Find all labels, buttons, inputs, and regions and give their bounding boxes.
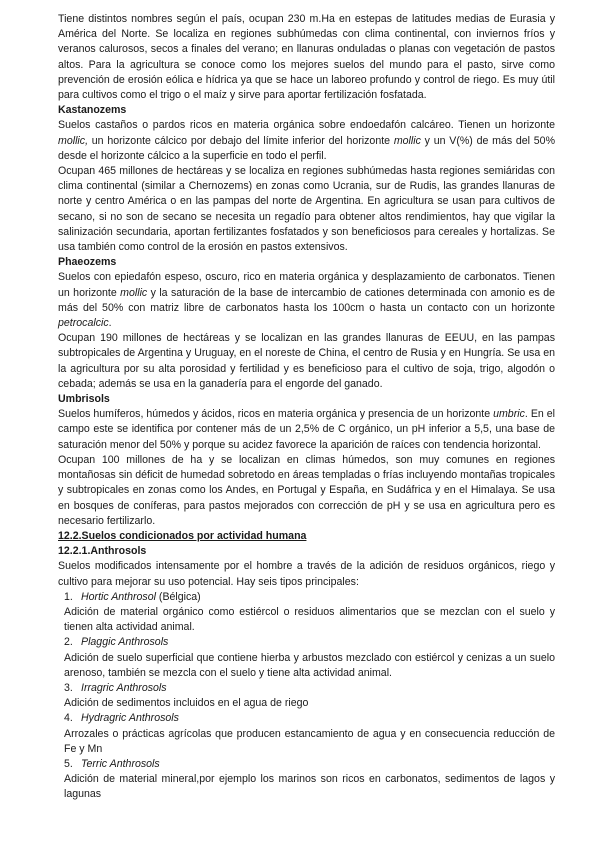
list-item: 5. Terric Anthrosols Adición de material mineral,por ejemplo los marinos son ricos en carbonatos, sedimentos de lagos y lagunas xyxy=(64,757,555,801)
anthrosols-intro: Suelos modificados intensamente por el hombre a través de la adición de residuos orgánicos, riego y cultivo para mejorar su uso potencial. Hay seis tipos principales: xyxy=(58,560,555,588)
umbrisols-paragraph-1: Suelos humíferos, húmedos y ácidos, ricos en materia orgánica y presencia de un horizonte umbric. En el campo este se identifica por contener más de un 2,5% de C orgánico, un pH inferior a 5,5, una base de saturación menor del 50% y porque su acidez favorece la aparición de raíces con tendencia horizontal. xyxy=(58,408,555,451)
list-item: 3. Irragric Anthrosols Adición de sedimentos incluidos en el agua de riego xyxy=(64,681,309,710)
heading-kastanozems: Kastanozems xyxy=(58,104,127,117)
anthrosols-list xyxy=(58,590,555,803)
heading-phaeozems: Phaeozems xyxy=(58,256,117,269)
kastanozems-paragraph-1: Suelos castaños o pardos ricos en materia orgánica sobre endoedafón calcáreo. Tienen un horizonte mollic, un horizonte cálcico por debajo del límite inferior del horizonte mollic y un V(%) de más del 50% desde el horizonte cálcico a la superficie en todo el perfil. xyxy=(58,119,555,162)
kastanozems-paragraph-2: Ocupan 465 millones de hectáreas y se localiza en regiones subhúmedas hasta regiones semiáridas con clima continental (similar a Chernozems) en zonas como Ucrania, sur de Rudis, las grandes llanuras de norte y centro América o en las pampas del norte de Argentina. En agricultura se usan para cultivos de secano, si no son de secano se necesita un regadío para obtener altos rendimientos, hay que vigilar la salinización secundaria, aportan fertilizantes fosfatados y son beneficiosos para cereales y hortalizas. Se usa también como control de la erosión en pastos extensivos. xyxy=(58,165,555,254)
section-heading: 12.2.Suelos condicionados por actividad humana xyxy=(58,529,307,542)
intro-paragraph: Tiene distintos nombres según el país, ocupan 230 m.Ha en estepas de latitudes medias de Eurasia y América del Norte. Se localiza en regiones subhúmedas con clima continental, con inviernos fríos y veranos calurosos, secos a finales del verano; en llanuras onduladas o planas con vegetación de pastos altos. Para la agricultura se conoce como los mejores suelos del mundo para el pasto, sirve como prevención de erosión eólica e hídrica ya que se hace un laboreo profundo y control de riego. Es muy útil para cultivos como el trigo o el maíz y sirve para aportar fertilización fosfatada. xyxy=(58,13,555,102)
document-page xyxy=(58,12,555,803)
list-item: 1. Hortic Anthrosol (Bélgica) Adición de material orgánico como estiércol o residuos alimentarios que se mezclan con el suelo y tienen alta actividad animal. xyxy=(64,590,555,634)
list-item: 4. Hydragric Anthrosols Arrozales o prácticas agrícolas que producen estancamiento de agua y en consecuencia reducción de Fe y Mn xyxy=(64,712,555,755)
heading-umbrisols: Umbrisols xyxy=(58,393,110,406)
phaeozems-paragraph-2: Ocupan 190 millones de hectáreas y se localizan en las grandes llanuras de EEUU, en las pampas subtropicales de Argentina y Uruguay, en el noreste de China, el centro de Rusia y en Hungría. Se usa en la agricultura por su alta porosidad y fertilidad y es beneficioso para el cultivo de soja, trigo, algodón o cebada; además se usa en la ganadería para el engorde del ganado. xyxy=(58,332,555,390)
phaeozems-paragraph-1: Suelos con epiedafón espeso, oscuro, rico en materia orgánica y desplazamiento de carbonatos. Tienen un horizonte mollic y la saturación de la base de intercambio de cationes determinada con amonio es de más del 50% con matriz libre de carbonatos hasta los 100cm o hasta un contacto con un horizonte petrocalcic. xyxy=(58,271,555,330)
list-item: 2. Plaggic Anthrosols Adición de suelo superficial que contiene hierba y arbustos mezclado con estiércol y cenizas a un suelo arenoso, también se mezcla con el suelo y tiene alta actividad animal. xyxy=(64,636,555,679)
subsection-heading: 12.2.1.Anthrosols xyxy=(58,545,147,558)
umbrisols-paragraph-2: Ocupan 100 millones de ha y se localizan en climas húmedos, son muy comunes en regiones montañosas sin déficit de humedad sobretodo en áreas templadas o frías incluyendo montañas tropicales y subtropicales en zonas como los Andes, en Portugal y España, en Sudáfrica y en el Himalaya. Se usa en bosques de coníferas, para pastos mejorados con corrección de pH y se usa en agricultura pero es necesario fertilizarlo. xyxy=(58,453,555,527)
